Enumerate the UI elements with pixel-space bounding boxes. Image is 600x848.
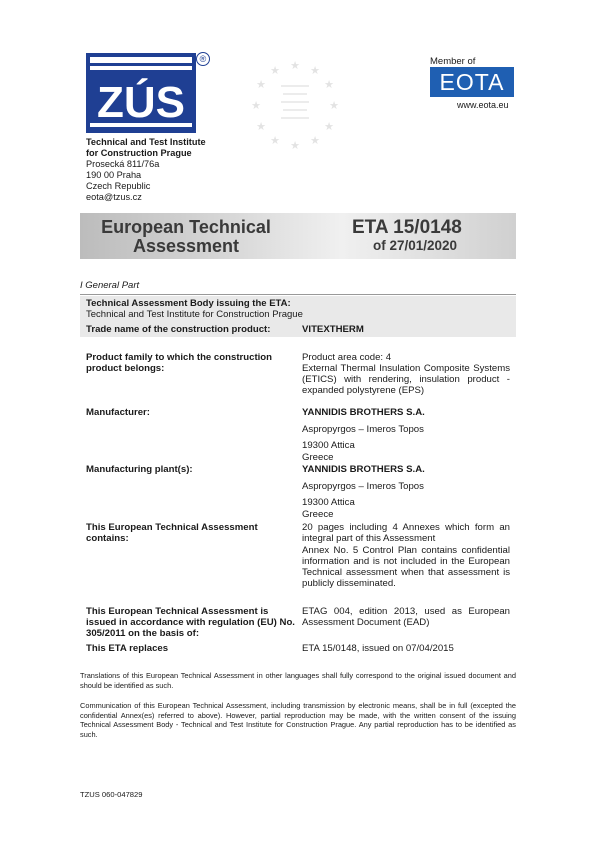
svg-text:★: ★ xyxy=(256,121,266,133)
contains-label: This European Technical Assessment contains: xyxy=(86,522,258,544)
svg-text:ZÚS: ZÚS xyxy=(97,78,185,127)
address-line: Prosecká 811/76a xyxy=(86,159,160,169)
svg-text:★: ★ xyxy=(324,121,334,133)
trade-name-value: VITEXTHERM xyxy=(302,324,364,335)
product-area-code: Product area code: 4 xyxy=(302,352,392,363)
product-family-value: External Thermal Insulation Composite Systems (ETICS) with rendering, insulation product - expanded polystyrene (EPS) xyxy=(302,363,510,396)
divider xyxy=(80,294,516,295)
document-title: European Technical Assessment xyxy=(101,217,271,256)
manufacturing-plant-label: Manufacturing plant(s): xyxy=(86,464,193,475)
svg-text:★: ★ xyxy=(290,60,300,72)
contains-pages: 20 pages including 4 Annexes which form an integral part of this Assessment xyxy=(302,522,510,544)
svg-text:★: ★ xyxy=(310,135,320,147)
eu-stars-emblem xyxy=(245,55,345,155)
svg-text:★: ★ xyxy=(324,79,334,91)
tab-value: Technical and Test Institute for Construction Prague xyxy=(86,309,303,320)
translation-note: Translations of this European Technical Assessment in other languages shall fully correspond to the original issued document and should be identified as such. xyxy=(80,671,516,690)
email-address: eota@tzus.cz xyxy=(86,192,142,202)
eota-logo-text: EOTA xyxy=(439,69,505,95)
replaces-value: ETA 15/0148, issued on 07/04/2015 xyxy=(302,643,454,654)
accordance-label: This European Technical Assessment is issued in accordance with regulation (EU) No. 305/2011 on the basis of: xyxy=(86,606,295,639)
eota-url: www.eota.eu xyxy=(457,100,509,110)
svg-text:★: ★ xyxy=(329,100,339,112)
plant-name: YANNIDIS BROTHERS S.A. xyxy=(302,464,425,475)
manufacturer-address: Aspropyrgos – Imeros Topos xyxy=(302,424,424,435)
eta-number: ETA 15/0148 xyxy=(352,217,462,238)
svg-text:★: ★ xyxy=(270,135,280,147)
footer-code: TZUS 060-047829 xyxy=(80,790,143,799)
contains-annex-note: Annex No. 5 Control Plan contains confidential information and is not included in the European Technical assessment when that assessment is publicly disseminated. xyxy=(302,545,510,589)
manufacturer-address: 19300 Attica xyxy=(302,440,355,451)
tab-label: Technical Assessment Body issuing the ETA: xyxy=(86,298,291,309)
section-heading: I General Part xyxy=(80,280,140,291)
eta-date: of 27/01/2020 xyxy=(373,238,458,253)
manufacturer-label: Manufacturer: xyxy=(86,407,150,418)
svg-text:★: ★ xyxy=(256,79,266,91)
trade-name-label: Trade name of the construction product: xyxy=(86,324,271,335)
address-line: 190 00 Praha xyxy=(86,170,142,180)
plant-address: 19300 Attica xyxy=(302,497,355,508)
address-line: Czech Republic xyxy=(86,181,151,191)
zus-logo xyxy=(86,53,196,133)
manufacturer-address: Greece xyxy=(302,452,334,463)
eota-member-label: Member of xyxy=(430,56,476,67)
accordance-value: ETAG 004, edition 2013, used as European Assessment Document (EAD) xyxy=(302,606,510,628)
svg-text:★: ★ xyxy=(270,65,280,77)
svg-text:★: ★ xyxy=(290,140,300,152)
institute-name-line2: for Construction Prague xyxy=(86,148,192,158)
communication-note: Communication of this European Technical Assessment, including transmission by electronic means, shall be in full (excepted the confidential Annex(es) referred to above). However, partial reproduction may be made, with the written consent of the issuing Technical Assessment Body - Technical and Test Institute for Construction Prague. Any partial reproduction has to be identified as such. xyxy=(80,701,516,739)
product-family-label: Product family to which the construction product belongs: xyxy=(86,352,273,374)
plant-address: Aspropyrgos – Imeros Topos xyxy=(302,481,424,492)
manufacturer-name: YANNIDIS BROTHERS S.A. xyxy=(302,407,425,418)
registered-mark-icon: ® xyxy=(196,52,210,66)
svg-text:★: ★ xyxy=(310,65,320,77)
plant-address: Greece xyxy=(302,509,334,520)
replaces-label: This ETA replaces xyxy=(86,643,169,654)
svg-text:★: ★ xyxy=(251,100,261,112)
institute-name-line1: Technical and Test Institute xyxy=(86,137,206,147)
